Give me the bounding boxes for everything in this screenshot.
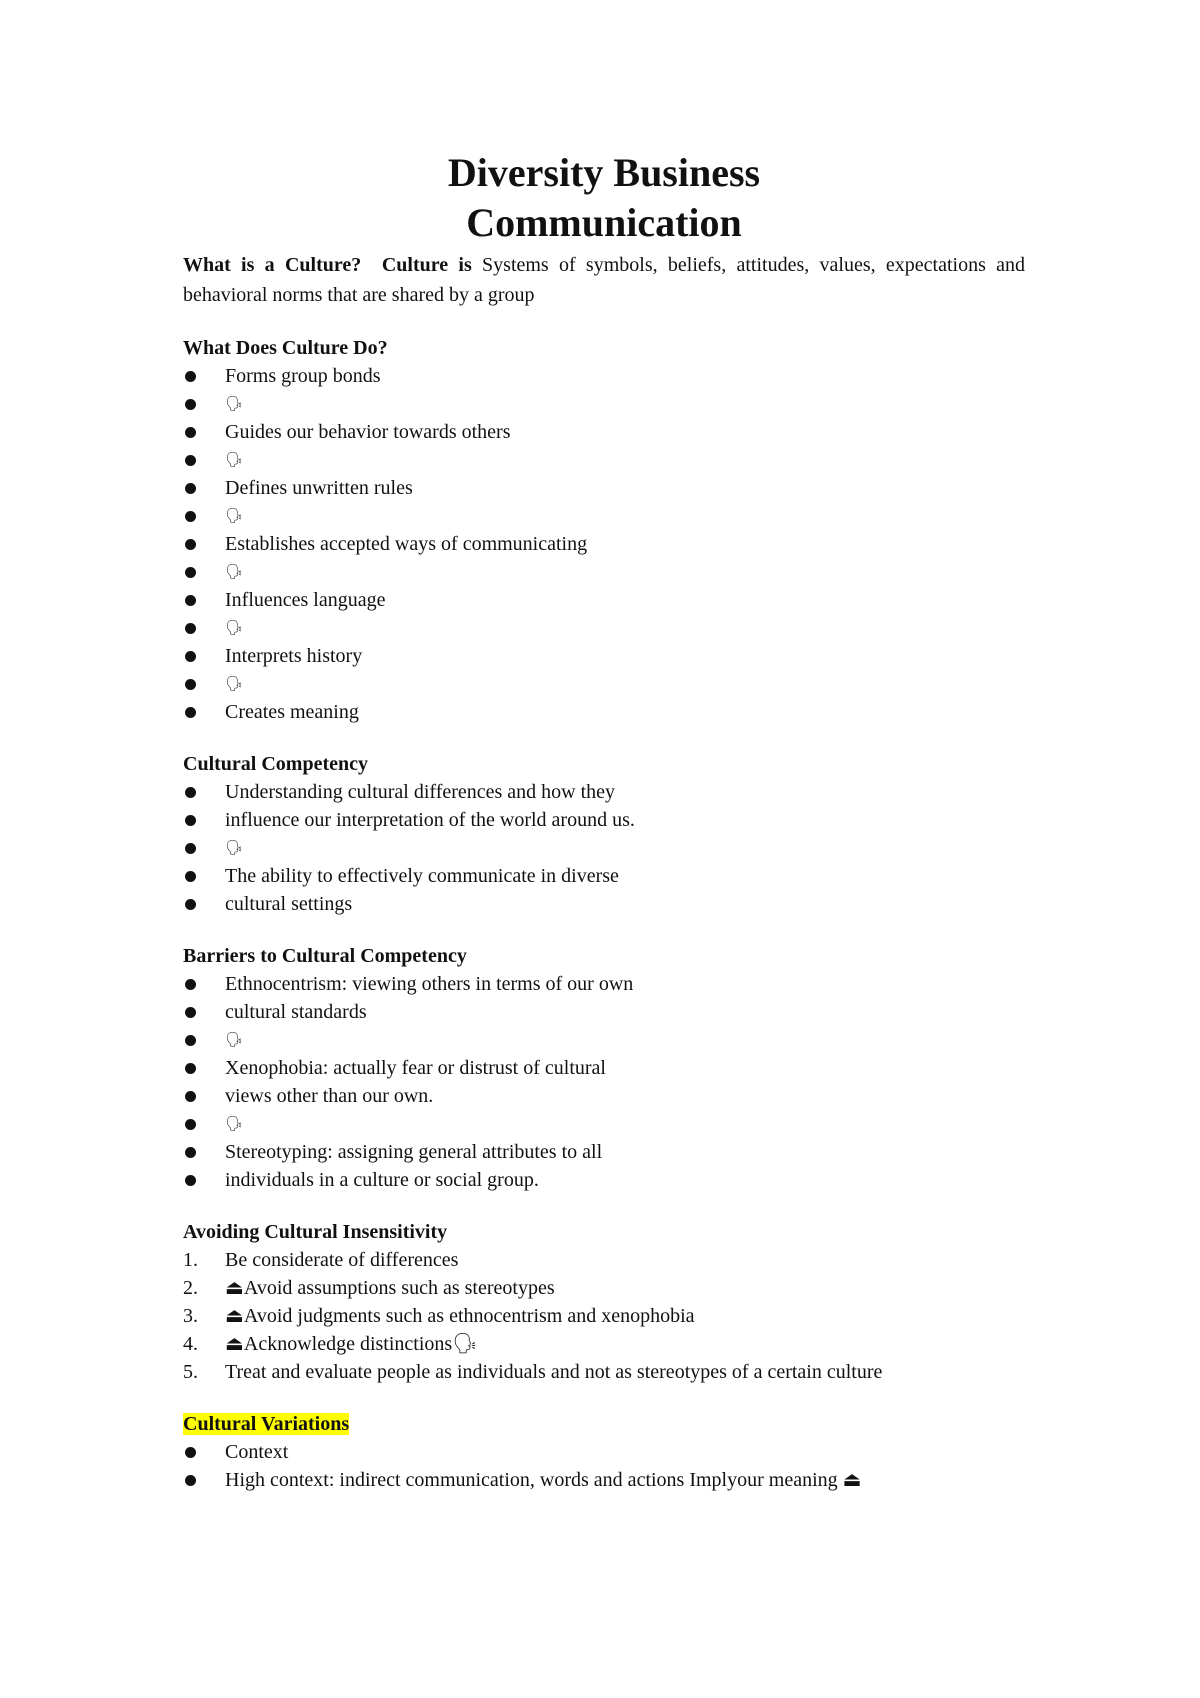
- speaking-head-icon: 🗣: [225, 1032, 243, 1048]
- list-number: 2.: [183, 1277, 198, 1299]
- list-item: [183, 390, 1025, 418]
- list-item: [183, 834, 1025, 862]
- bullet-icon: [185, 1119, 196, 1130]
- list-item: Defines unwritten rules: [183, 474, 1025, 502]
- speaking-head-icon: 🗣: [225, 840, 243, 856]
- list-item: Guides our behavior towards others: [183, 418, 1025, 446]
- section-heading-highlighted: Cultural Variations: [183, 1413, 350, 1435]
- bullet-icon: [185, 843, 196, 854]
- list-item: The ability to effectively communicate in diverse: [183, 862, 1025, 890]
- list-number: 3.: [183, 1305, 198, 1327]
- bullet-icon: [185, 899, 196, 910]
- bullet-icon: [185, 707, 196, 718]
- bullet-list: [183, 1438, 1025, 1494]
- list-item: 2. ⏏Avoid assumptions such as stereotypes: [183, 1274, 1025, 1302]
- speaking-head-icon: 🗣: [225, 620, 243, 636]
- section-heading: What Does Culture Do?: [183, 337, 388, 359]
- list-item: [183, 502, 1025, 530]
- numbered-list: [183, 1246, 1025, 1386]
- intro-definition: Systems of symbols, beliefs, attitudes, values, expectations and behavioral norms that are shared by a group: [183, 254, 1026, 306]
- list-item: High context: indirect communication, words and actions Implyour meaning ⏏: [183, 1466, 1025, 1494]
- list-item: [183, 446, 1025, 474]
- bullet-icon: [185, 1035, 196, 1046]
- list-number: 1.: [183, 1249, 198, 1271]
- section-competency: [183, 750, 1025, 918]
- bullet-icon: [185, 1147, 196, 1158]
- list-item: influence our interpretation of the world around us.: [183, 806, 1025, 834]
- list-item: [183, 1110, 1025, 1138]
- intro-term: Culture is: [381, 254, 472, 276]
- bullet-icon: [185, 483, 196, 494]
- list-item: Establishes accepted ways of communicating: [183, 530, 1025, 558]
- speaking-head-icon: 🗣: [225, 1116, 243, 1132]
- bullet-icon: [185, 651, 196, 662]
- document-title: [183, 148, 1025, 248]
- title-line-2: Communication: [466, 200, 742, 245]
- bullet-icon: [185, 567, 196, 578]
- bullet-icon: [185, 979, 196, 990]
- bullet-icon: [185, 1475, 196, 1486]
- list-item: [183, 558, 1025, 586]
- list-item: 1. Be considerate of differences: [183, 1246, 1025, 1274]
- list-item: individuals in a culture or social group.: [183, 1166, 1025, 1194]
- bullet-list: [183, 362, 1025, 726]
- list-item: 5. Treat and evaluate people as individuals and not as stereotypes of a certain culture: [183, 1358, 1025, 1386]
- bullet-icon: [185, 1063, 196, 1074]
- list-item: cultural standards: [183, 998, 1025, 1026]
- intro-question: What is a Culture?: [183, 254, 362, 276]
- list-item: cultural settings: [183, 890, 1025, 918]
- bullet-list: [183, 778, 1025, 918]
- speaking-head-icon: 🗣: [225, 564, 243, 580]
- list-item: Ethnocentrism: viewing others in terms of our own: [183, 970, 1025, 998]
- list-item: 4. ⏏Acknowledge distinctions🗣: [183, 1330, 1025, 1358]
- speaking-head-icon: 🗣: [225, 508, 243, 524]
- speaking-head-icon: 🗣: [225, 676, 243, 692]
- section-heading: Avoiding Cultural Insensitivity: [183, 1221, 448, 1243]
- section-variations: [183, 1410, 1025, 1494]
- bullet-icon: [185, 815, 196, 826]
- list-item: Creates meaning: [183, 698, 1025, 726]
- section-culture-do: [183, 334, 1025, 726]
- bullet-icon: [185, 679, 196, 690]
- bullet-icon: [185, 1447, 196, 1458]
- list-item: Influences language: [183, 586, 1025, 614]
- list-item: views other than our own.: [183, 1082, 1025, 1110]
- speaking-head-icon: 🗣: [225, 396, 243, 412]
- bullet-icon: [185, 371, 196, 382]
- bullet-icon: [185, 399, 196, 410]
- bullet-icon: [185, 427, 196, 438]
- bullet-list: [183, 970, 1025, 1194]
- document-page: [183, 148, 1025, 1494]
- list-item: Forms group bonds: [183, 362, 1025, 390]
- intro-paragraph: [183, 250, 1025, 310]
- bullet-icon: [185, 1175, 196, 1186]
- list-item: Understanding cultural differences and how they: [183, 778, 1025, 806]
- section-heading: Cultural Competency: [183, 753, 368, 775]
- bullet-icon: [185, 1007, 196, 1018]
- list-item: Xenophobia: actually fear or distrust of cultural: [183, 1054, 1025, 1082]
- list-item: 3. ⏏Avoid judgments such as ethnocentrism and xenophobia: [183, 1302, 1025, 1330]
- speaking-head-icon: 🗣: [225, 452, 243, 468]
- section-avoiding: [183, 1218, 1025, 1386]
- bullet-icon: [185, 511, 196, 522]
- title-line-1: Diversity Business: [447, 150, 761, 195]
- bullet-icon: [185, 455, 196, 466]
- list-item: [183, 1026, 1025, 1054]
- bullet-icon: [185, 787, 196, 798]
- list-number: 5.: [183, 1361, 198, 1383]
- list-item: Stereotyping: assigning general attributes to all: [183, 1138, 1025, 1166]
- section-heading: Barriers to Cultural Competency: [183, 945, 467, 967]
- bullet-icon: [185, 1091, 196, 1102]
- list-number: 4.: [183, 1333, 198, 1355]
- section-barriers: [183, 942, 1025, 1194]
- bullet-icon: [185, 871, 196, 882]
- list-item: Context: [183, 1438, 1025, 1466]
- bullet-icon: [185, 539, 196, 550]
- list-item: [183, 670, 1025, 698]
- list-item: [183, 614, 1025, 642]
- list-item: Interprets history: [183, 642, 1025, 670]
- bullet-icon: [185, 595, 196, 606]
- bullet-icon: [185, 623, 196, 634]
